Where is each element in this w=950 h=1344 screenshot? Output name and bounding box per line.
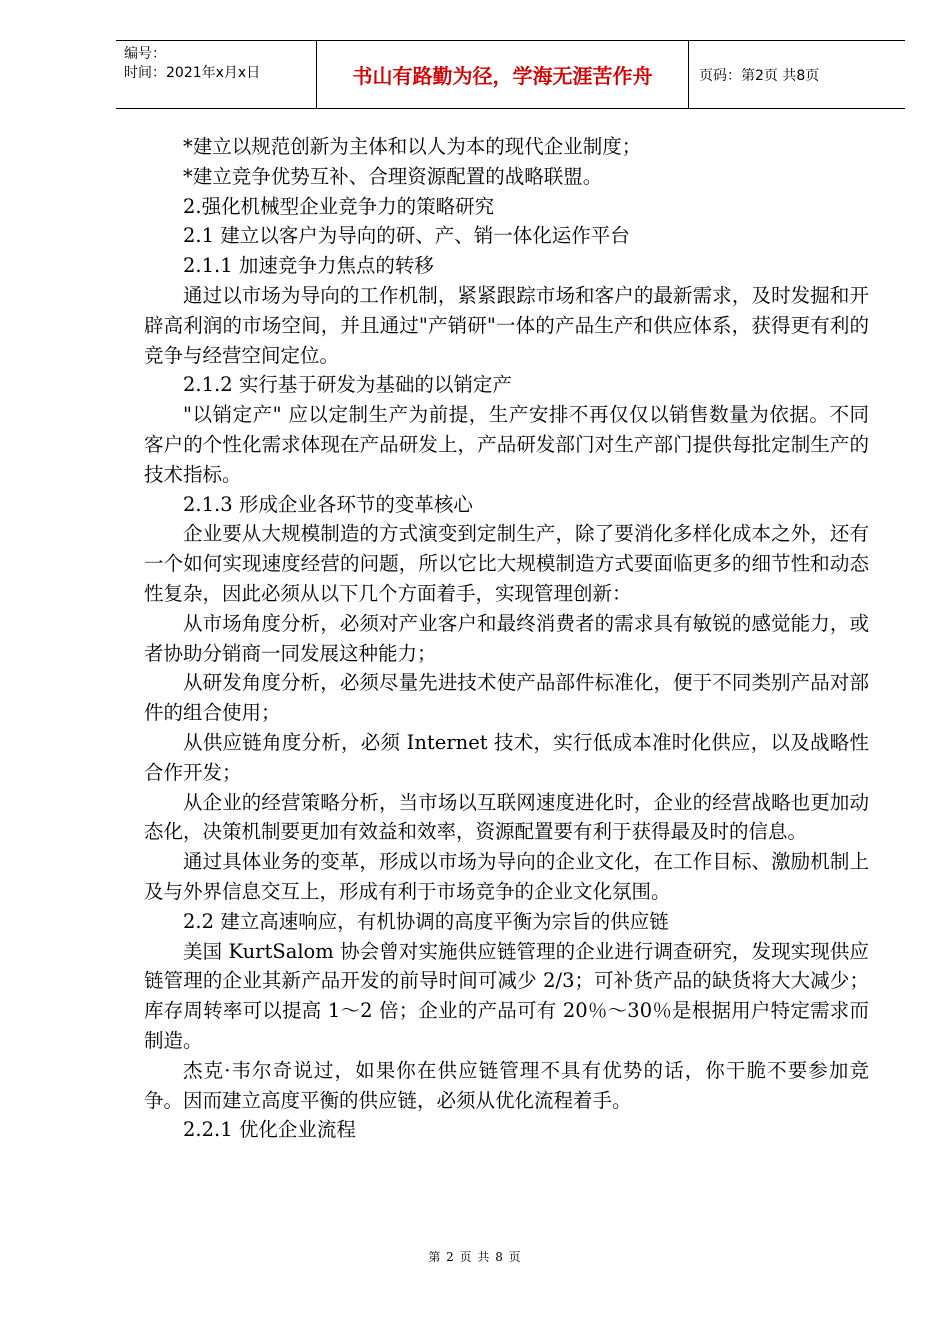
document-body (144, 132, 869, 1145)
section-heading: 2.2 建立高速响应，有机协调的高度平衡为宗旨的供应链 (183, 909, 669, 933)
body-paragraph: 从研发角度分析，必须尽量先进技术使产品部件标准化，便于不同类别产品对部件的组合使用； (144, 671, 869, 725)
section-heading: 2.1 建立以客户为导向的研、产、销一体化运作平台 (183, 224, 630, 248)
body-paragraph: 从企业的经营策略分析，当市场以互联网速度进化时，企业的经营战略也更加动态化，决策机制要更加有效益和效率，资源配置要有利于获得最及时的信息。 (144, 790, 869, 844)
section-heading: 2.2.1 优化企业流程 (183, 1118, 356, 1142)
body-paragraph: 从供应链角度分析，必须 Internet 技术，实行低成本准时化供应，以及战略性合作开发； (144, 730, 869, 784)
body-paragraph: "以销定产" 应以定制生产为前提，生产安排不再仅仅以销售数量为依据。不同客户的个性化需求体现在产品研发上，产品研发部门对生产部门提供每批定制生产的技术指标。 (144, 403, 869, 486)
page-header (116, 40, 905, 109)
section-heading: 2.强化机械型企业竞争力的策略研究 (183, 194, 495, 218)
body-paragraph: 企业要从大规模制造的方式演变到定制生产，除了要消化多样化成本之外，还有一个如何实现速度经营的问题，所以它比大规模制造方式要面临更多的细节性和动态性复杂，因此必须从以下几个方面着手，实现管理创新： (144, 522, 869, 605)
body-paragraph: 通过具体业务的变革，形成以市场为导向的企业文化，在工作目标、激励机制上及与外界信息交互上，形成有利于市场竞争的企业文化氛围。 (144, 850, 869, 903)
section-heading: 2.1.2 实行基于研发为基础的以销定产 (183, 373, 512, 397)
body-paragraph: *建立竞争优势互补、合理资源配置的战略联盟。 (183, 164, 603, 188)
body-paragraph: *建立以规范创新为主体和以人为本的现代企业制度； (183, 135, 642, 158)
header-meta (116, 41, 316, 108)
body-paragraph: 杰克·韦尔奇说过，如果你在供应链管理不具有优势的话，你干脆不要参加竞争。因而建立高度平衡的供应链，必须从优化流程着手。 (144, 1058, 869, 1112)
document-number-label: 编号： (124, 46, 166, 62)
section-heading: 2.1.3 形成企业各环节的变革核心 (183, 492, 473, 516)
body-paragraph: 通过以市场为导向的工作机制，紧紧跟踪市场和客户的最新需求，及时发掘和开辟高利润的市场空间，并且通过"产销研"一体的产品生产和供应体系，获得更有利的竞争与经营空间定位。 (144, 283, 869, 367)
body-paragraph: 美国 KurtSalom 协会曾对实施供应链管理的企业进行调查研究，发现实现供应链管理的企业其新产品开发的前导时间可减少 2/3；可补货产品的缺货将大大减少；库存周转率可以提高 1～2 倍；企业的产品可有 20％～30％是根据用户特定需求而制造。 (144, 939, 869, 1052)
document-date-label: 时间：2021年x月x日 (124, 65, 261, 81)
header-motto: 书山有路勤为径，学海无涯苦作舟 (316, 41, 689, 108)
body-paragraph: 从市场角度分析，必须对产业客户和最终消费者的需求具有敏锐的感觉能力，或者协助分销商一同发展这种能力； (144, 611, 869, 665)
page-footer: 第 2 页 共 8 页 (428, 1250, 522, 1264)
header-page-number: 页码：第2页 共8页 (699, 67, 820, 84)
section-heading: 2.1.1 加速竞争力焦点的转移 (183, 254, 434, 278)
